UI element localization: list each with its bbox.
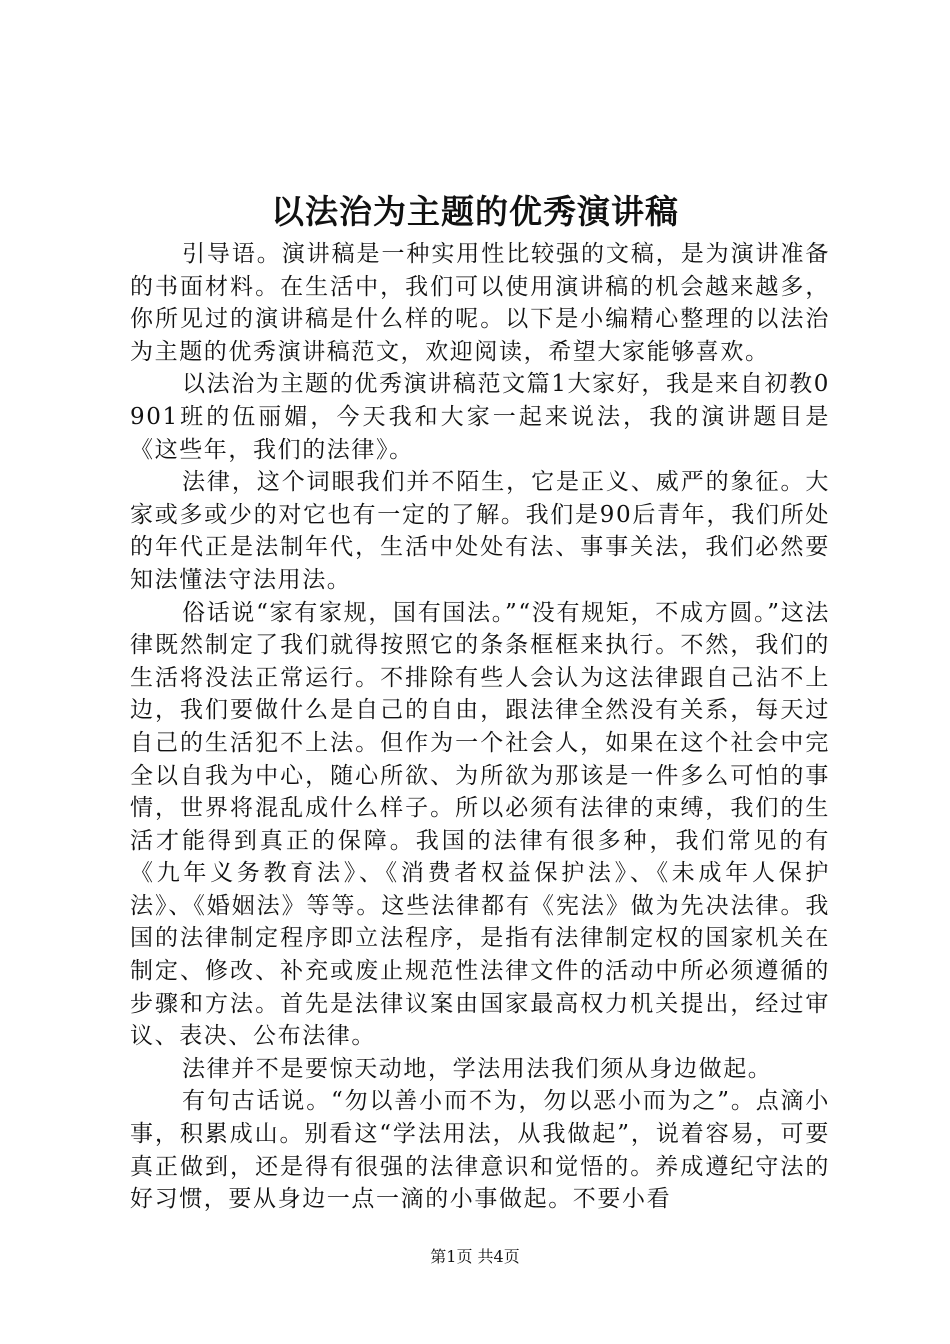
paragraph-greeting: 以法治为主题的优秀演讲稿范文篇1大家好，我是来自初教0901班的伍丽媚，今天我和大家一起来说法，我的演讲题目是《这些年，我们的法律》。 xyxy=(130,371,830,463)
paragraph-start-nearby: 法律并不是要惊天动地，学法用法我们须从身边做起。 xyxy=(182,1055,773,1082)
paragraph-intro: 引导语。演讲稿是一种实用性比较强的文稿，是为演讲准备的书面材料。在生活中，我们可以使用演讲稿的机会越来越多，你所见过的演讲稿是什么样的呢。以下是小编精心整理的以法治为主题的优秀演讲稿范文，欢迎阅读，希望大家能够喜欢。 xyxy=(130,241,830,365)
document-body xyxy=(130,238,830,1216)
paragraph-proverb: 有句古话说。“勿以善小而不为，勿以恶小而为之”。点滴小事，积累成山。别看这“学法用法，从我做起”，说着容易，可要真正做到，还是得有很强的法律意识和觉悟的。养成遵纪守法的好习惯，要从身边一点一滴的小事做起。不要小看 xyxy=(130,1088,830,1213)
page-footer: 第1页 共4页 xyxy=(430,1247,520,1266)
paragraph-law-meaning: 法律，这个词眼我们并不陌生，它是正义、威严的象征。大家或多或少的对它也有一定的了解。我们是90后青年，我们所处的年代正是法制年代，生活中处处有法、事事关法，我们必然要知法懂法守法用法。 xyxy=(130,469,830,593)
document-title: 以法治为主题的优秀演讲稿 xyxy=(271,192,679,231)
paragraph-law-system: 俗话说“家有家规，国有国法。”“没有规矩，不成方圆。”这法律既然制定了我们就得按照它的条条框框来执行。不然，我们的生活将没法正常运行。不排除有些人会认为这法律跟自己沾不上边，我们要做什么是自己的自由，跟法律全然没有关系，每天过自己的生活犯不上法。但作为一个社会人，如果在这个社会中完全以自我为中心，随心所欲、为所欲为那该是一件多么可怕的事情，世界将混乱成什么样子。所以必须有法律的束缚，我们的生活才能得到真正的保障。我国的法律有很多种，我们常见的有《九年义务教育法》、《消费者权益保护法》、《未成年人保护法》、《婚姻法》等等。这些法律都有《宪法》做为先决法律。我国的法律制定程序即立法程序，是指有法律制定权的国家机关在制定、修改、补充或废止规范性法律文件的活动中所必须遵循的步骤和方法。首先是法律议案由国家最高权力机关提出，经过审议、表决、公布法律。 xyxy=(130,599,830,1050)
